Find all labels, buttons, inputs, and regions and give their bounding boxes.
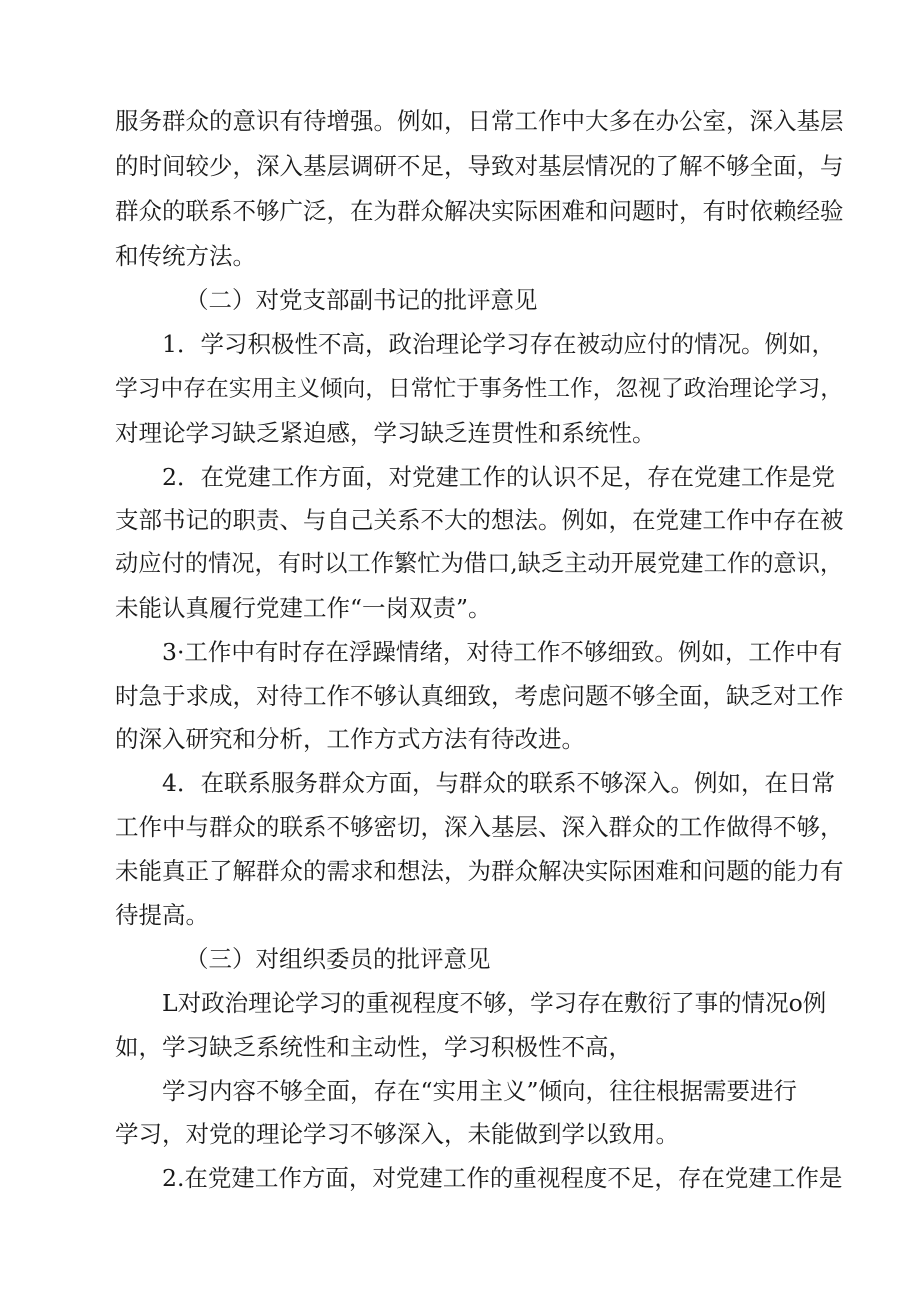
paragraph-line: 和传统方法。 bbox=[115, 242, 256, 270]
paragraph-line: 未能真正了解群众的需求和想法，为群众解决实际困难和问题的能力有 bbox=[115, 857, 844, 885]
paragraph-line: 的时间较少，深入基层调研不足，导致对基层情况的了解不够全面，与 bbox=[115, 152, 844, 180]
paragraph-line: 群众的联系不够广泛，在为群众解决实际困难和问题时，有时依赖经验 bbox=[115, 197, 844, 225]
section-heading: （二）对党支部副书记的批评意见 bbox=[185, 286, 538, 314]
paragraph-line: 时急于求成，对待工作不够认真细致，考虑问题不够全面，缺乏对工作 bbox=[115, 682, 844, 710]
paragraph-line: 学习内容不够全面，存在“实用主义”倾向，往往根据需要进行 bbox=[162, 1077, 798, 1105]
paragraph-line: 工作中与群众的联系不够密切，深入基层、深入群众的工作做得不够， bbox=[115, 813, 844, 841]
paragraph-line: 2．在党建工作方面，对党建工作的认识不足，存在党建工作是党 bbox=[162, 463, 835, 491]
paragraph-line: 学习中存在实用主义倾向，日常忙于事务性工作，忽视了政治理论学习， bbox=[115, 376, 843, 402]
paragraph-line: 待提高。 bbox=[115, 901, 209, 929]
paragraph-line: 4．在联系服务群众方面，与群众的联系不够深入。例如，在日常 bbox=[162, 769, 835, 797]
paragraph-line: 3·工作中有时存在浮躁情绪，对待工作不够细致。例如，工作中有 bbox=[162, 638, 843, 666]
paragraph-line: 支部书记的职责、与自己关系不大的想法。例如，在党建工作中存在被 bbox=[115, 506, 844, 534]
paragraph-line: 的深入研究和分析，工作方式方法有待改进。 bbox=[115, 725, 585, 753]
paragraph-line: 服务群众的意识有待增强。例如，日常工作中大多在办公室，深入基层 bbox=[115, 107, 844, 135]
paragraph-line: 学习，对党的理论学习不够深入，未能做到学以致用。 bbox=[115, 1120, 679, 1148]
paragraph-line: 1．学习积极性不高，政治理论学习存在被动应付的情况。例如， bbox=[162, 330, 835, 358]
paragraph-line: 如，学习缺乏系统性和主动性，学习积极性不高， bbox=[115, 1033, 632, 1061]
paragraph-line: 2.在党建工作方面，对党建工作的重视程度不足，存在党建工作是 bbox=[162, 1164, 843, 1192]
paragraph-line: 动应付的情况，有时以工作繁忙为借口,缺乏主动开展党建工作的意识， bbox=[115, 550, 844, 577]
paragraph-line: L对政治理论学习的重视程度不够，学习存在敷衍了事的情况o例 bbox=[162, 989, 827, 1017]
section-heading: （三）对组织委员的批评意见 bbox=[185, 945, 491, 973]
paragraph-line: 对理论学习缺乏紧迫感，学习缺乏连贯性和系统性。 bbox=[115, 419, 656, 447]
paragraph-line: 未能认真履行党建工作“一岗双责”。 bbox=[115, 594, 492, 622]
